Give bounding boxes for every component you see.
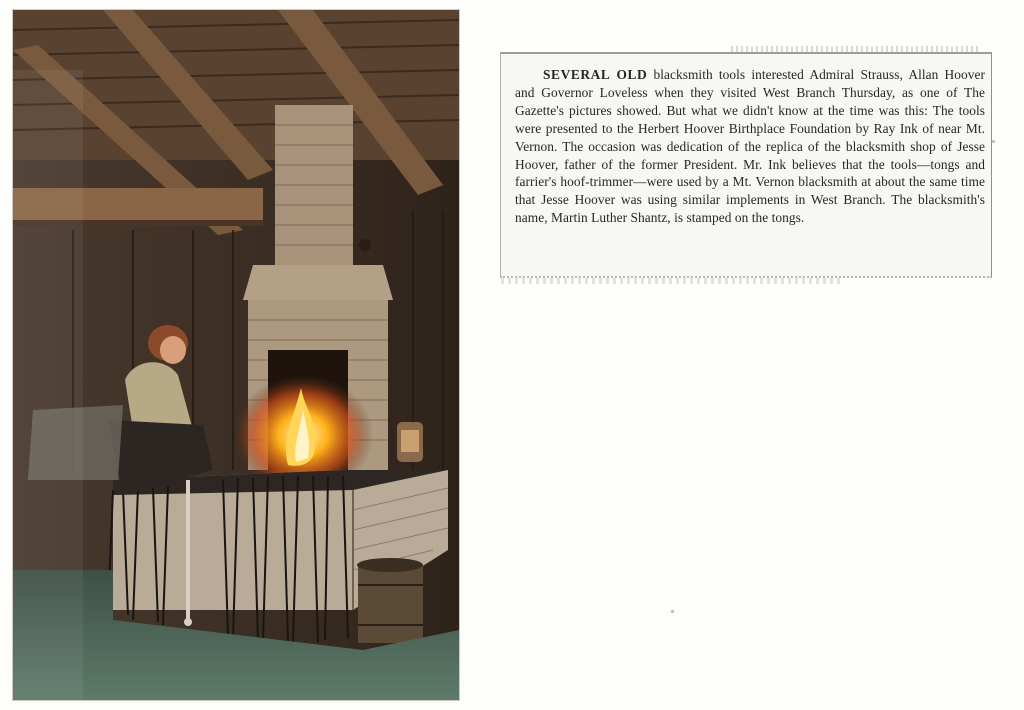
- scan-noise-top: [731, 46, 981, 52]
- article-lead-words: SEVERAL OLD: [543, 67, 648, 82]
- lantern: [397, 422, 423, 462]
- scan-speck: [992, 140, 995, 143]
- newspaper-clipping: [500, 52, 992, 278]
- blacksmith-photo: [13, 10, 459, 700]
- water-barrel: [357, 558, 423, 643]
- clipping-article: [515, 66, 985, 227]
- scan-speck: [671, 610, 674, 613]
- scan-noise-bottom: [501, 278, 841, 284]
- blacksmith-shop-postcard: [13, 10, 459, 700]
- article-body: blacksmith tools interested Admiral Strauss, Allan Hoover and Governor Loveless when they visited West Branch Thursday, as one of The Gazette's pictures showed. But what we didn't know at the time was this: The tools were presented to the Herbert Hoover Birthplace Foundation by Ray Ink of near Mt. Vernon. The occasion was dedication of the replica of the blacksmith shop of Jesse Hoover, father of the former President. Mr. Ink believes that the tools—tongs and farrier's hoof-trimmer—were used by a Mt. Vernon blacksmith at about the same time that Jesse Hoover was using similar implements in West Branch. The blacksmith's name, Martin Luther Shantz, is stamped on the tongs.: [515, 67, 985, 226]
